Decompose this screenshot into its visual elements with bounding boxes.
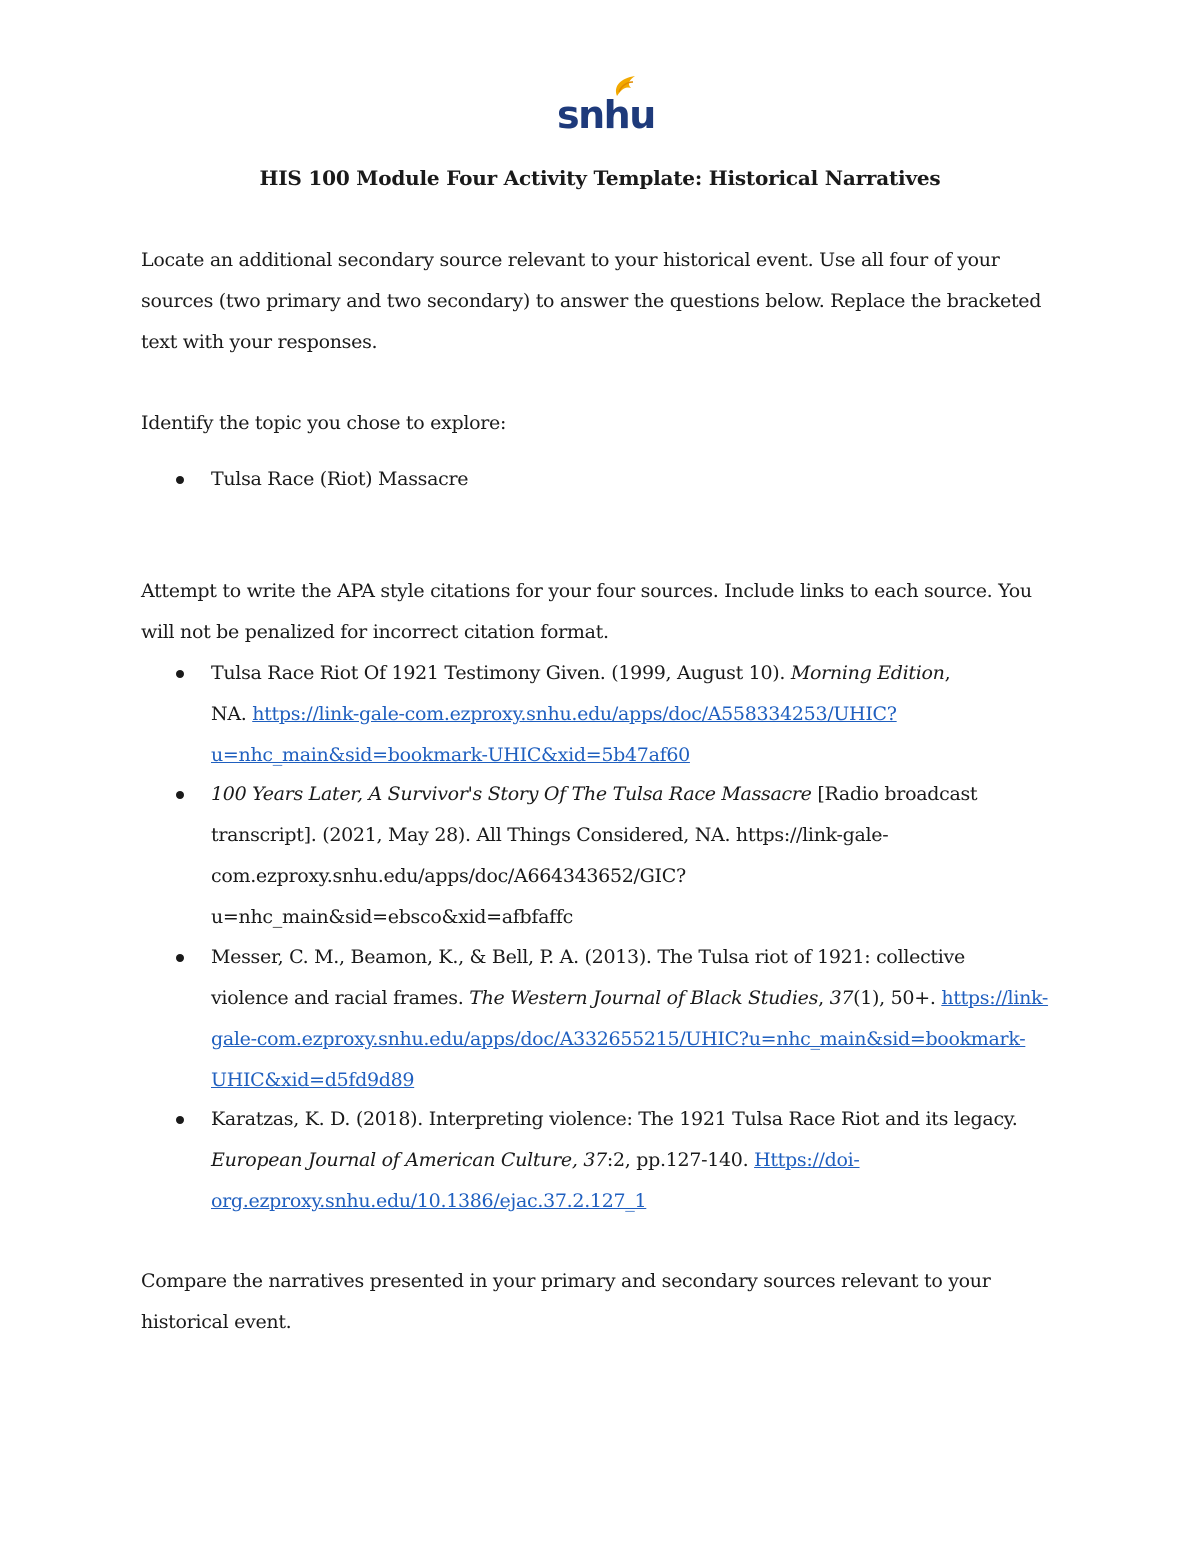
- citation-item: Messer, C. M., Beamon, K., & Bell, P. A. (2013). The Tulsa riot of 1921: collective violence and racial frames. The Western Journal of Black Studies, 37(1), 50+. https://link- gale-com.ezproxy.snhu.edu/apps/doc/A332655215/UHIC?u=nhc_main&sid=bookmark- UHIC&xid=d5fd9d89: [211, 946, 1049, 1091]
- snhu-logo: [555, 70, 655, 137]
- logo-wordmark: snhu: [557, 93, 655, 137]
- bullet-icon: [176, 791, 184, 799]
- citations-prompt: Attempt to write the APA style citations for your four sources. Include links to each source. You will not be penalized for incorrect citation format.: [141, 580, 1032, 643]
- citation-item: 100 Years Later, A Survivor's Story Of The Tulsa Race Massacre [Radio broadcast transcript]. (2021, May 28). All Things Considered, NA. https://link-gale- com.ezproxy.snhu.edu/apps/doc/A664343652/GIC? u=nhc_main&sid=ebsco&xid=afbfaffc: [211, 783, 978, 928]
- topic-answer: Tulsa Race (Riot) Massacre: [211, 468, 469, 490]
- citation-link[interactable]: https://link-: [941, 987, 1049, 1009]
- citation-link[interactable]: https://link-gale-com.ezproxy.snhu.edu/apps/doc/A558334253/UHIC?: [252, 703, 897, 725]
- citation-item: Karatzas, K. D. (2018). Interpreting violence: The 1921 Tulsa Race Riot and its legacy. European Journal of American Culture, 37:2, pp.127-140. Https://doi- org.ezproxy.snhu.edu/10.1386/ejac.37.2.127_1: [211, 1108, 1018, 1212]
- citation-link[interactable]: UHIC&xid=d5fd9d89: [211, 1069, 415, 1091]
- topic-prompt: Identify the topic you chose to explore:: [141, 412, 507, 434]
- citation-item: Tulsa Race Riot Of 1921 Testimony Given. (1999, August 10). Morning Edition, NA. https://link-gale-com.ezproxy.snhu.edu/apps/doc/A558334253/UHIC? u=nhc_main&sid=bookmark-UHIC&xid=5b47af60: [211, 662, 951, 766]
- citation-link[interactable]: u=nhc_main&sid=bookmark-UHIC&xid=5b47af60: [211, 744, 690, 766]
- bullet-icon: [176, 476, 184, 484]
- page-title: HIS 100 Module Four Activity Template: Historical Narratives: [259, 166, 941, 190]
- citation-link[interactable]: gale-com.ezproxy.snhu.edu/apps/doc/A332655215/UHIC?u=nhc_main&sid=bookmark-: [211, 1028, 1026, 1050]
- bullet-icon: [176, 670, 184, 678]
- citation-link[interactable]: org.ezproxy.snhu.edu/10.1386/ejac.37.2.127_1: [211, 1190, 647, 1212]
- bullet-icon: [176, 1116, 184, 1124]
- citation-link[interactable]: Https://doi-: [754, 1149, 860, 1171]
- intro-paragraph: Locate an additional secondary source relevant to your historical event. Use all four of your sources (two primary and two secondary) to answer the questions below. Replace the bracketed text with your responses.: [141, 249, 1042, 353]
- bullet-icon: [176, 954, 184, 962]
- compare-prompt: Compare the narratives presented in your primary and secondary sources relevant to your historical event.: [141, 1270, 991, 1333]
